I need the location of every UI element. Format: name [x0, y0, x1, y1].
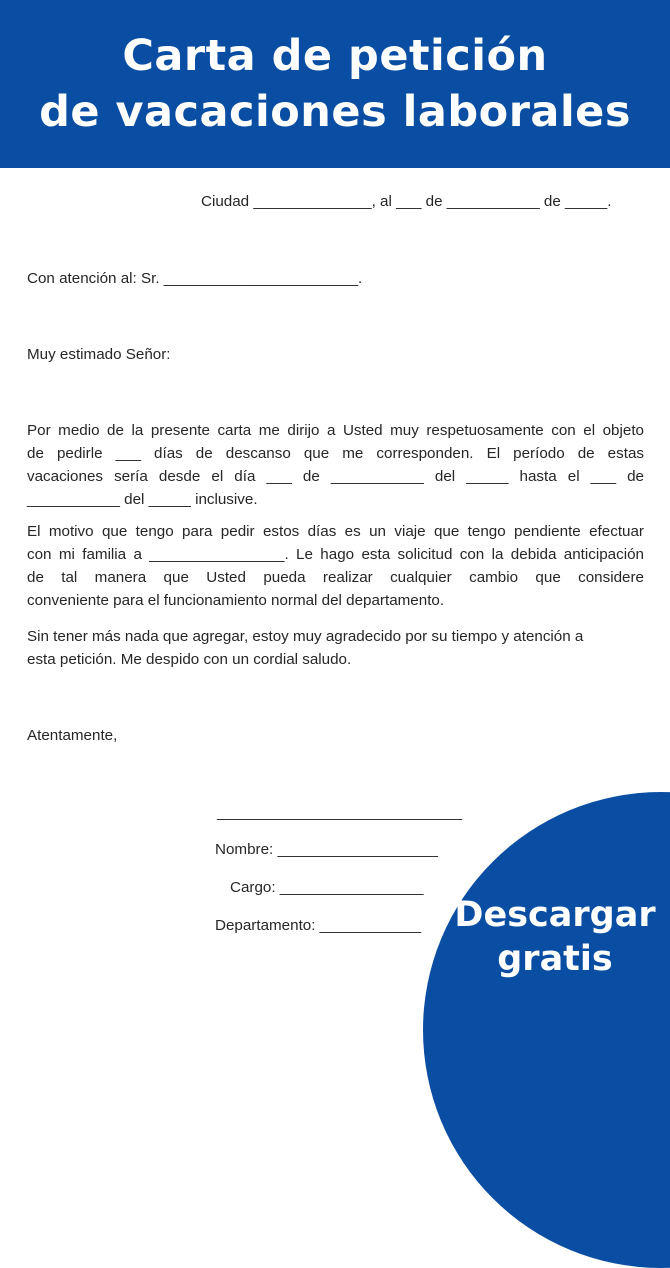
paragraph-line: de tal manera que Usted pueda realizar cualquier cambio que considere: [27, 569, 644, 586]
title-banner: [0, 0, 670, 168]
paragraph-line: El motivo que tengo para pedir estos días es un viaje que tengo pendiente efectuar: [27, 523, 644, 540]
paragraph-line: Por medio de la presente carta me dirijo a Usted muy respetuosamente con el objeto: [27, 422, 644, 439]
paragraph-line: con mi familia a ________________. Le hago esta solicitud con la debida anticipación: [27, 546, 644, 563]
paragraph-line: de pedirle ___ días de descanso que me corresponden. El período de estas: [27, 445, 644, 462]
download-label-line-2: gratis: [497, 939, 613, 979]
paragraph-line: vacaciones sería desde el día ___ de ___________ del _____ hasta el ___ de: [27, 468, 644, 485]
paragraph-line: ___________ del _____ inclusive.: [27, 491, 258, 508]
download-label-line-1: Descargar: [454, 895, 656, 935]
paragraph-line: esta petición. Me despido con un cordial saludo.: [27, 651, 352, 668]
closing: Atentamente,: [27, 727, 118, 744]
paragraph-closing: [27, 625, 644, 671]
signature-line: _____________________________: [217, 804, 462, 821]
recipient-line: Con atención al: Sr. _______________________.: [27, 270, 363, 287]
download-button[interactable]: [440, 893, 670, 981]
role-field: Cargo: _________________: [230, 879, 424, 896]
download-badge[interactable]: [423, 792, 670, 1268]
paragraph-line: Sin tener más nada que agregar, estoy muy agradecido por su tiempo y atención a: [27, 628, 584, 645]
paragraph-reason: [27, 520, 644, 612]
place-date-line: Ciudad ______________, al ___ de ___________ de _____.: [201, 193, 612, 210]
title-line-1: Carta de petición: [122, 31, 548, 81]
paragraph-request: [27, 419, 644, 511]
department-field: Departamento: ____________: [215, 917, 422, 934]
paragraph-line: conveniente para el funcionamiento normal del departamento.: [27, 592, 445, 609]
greeting: Muy estimado Señor:: [27, 346, 171, 363]
name-field: Nombre: ___________________: [215, 841, 438, 858]
title-line-2: de vacaciones laborales: [39, 87, 631, 137]
